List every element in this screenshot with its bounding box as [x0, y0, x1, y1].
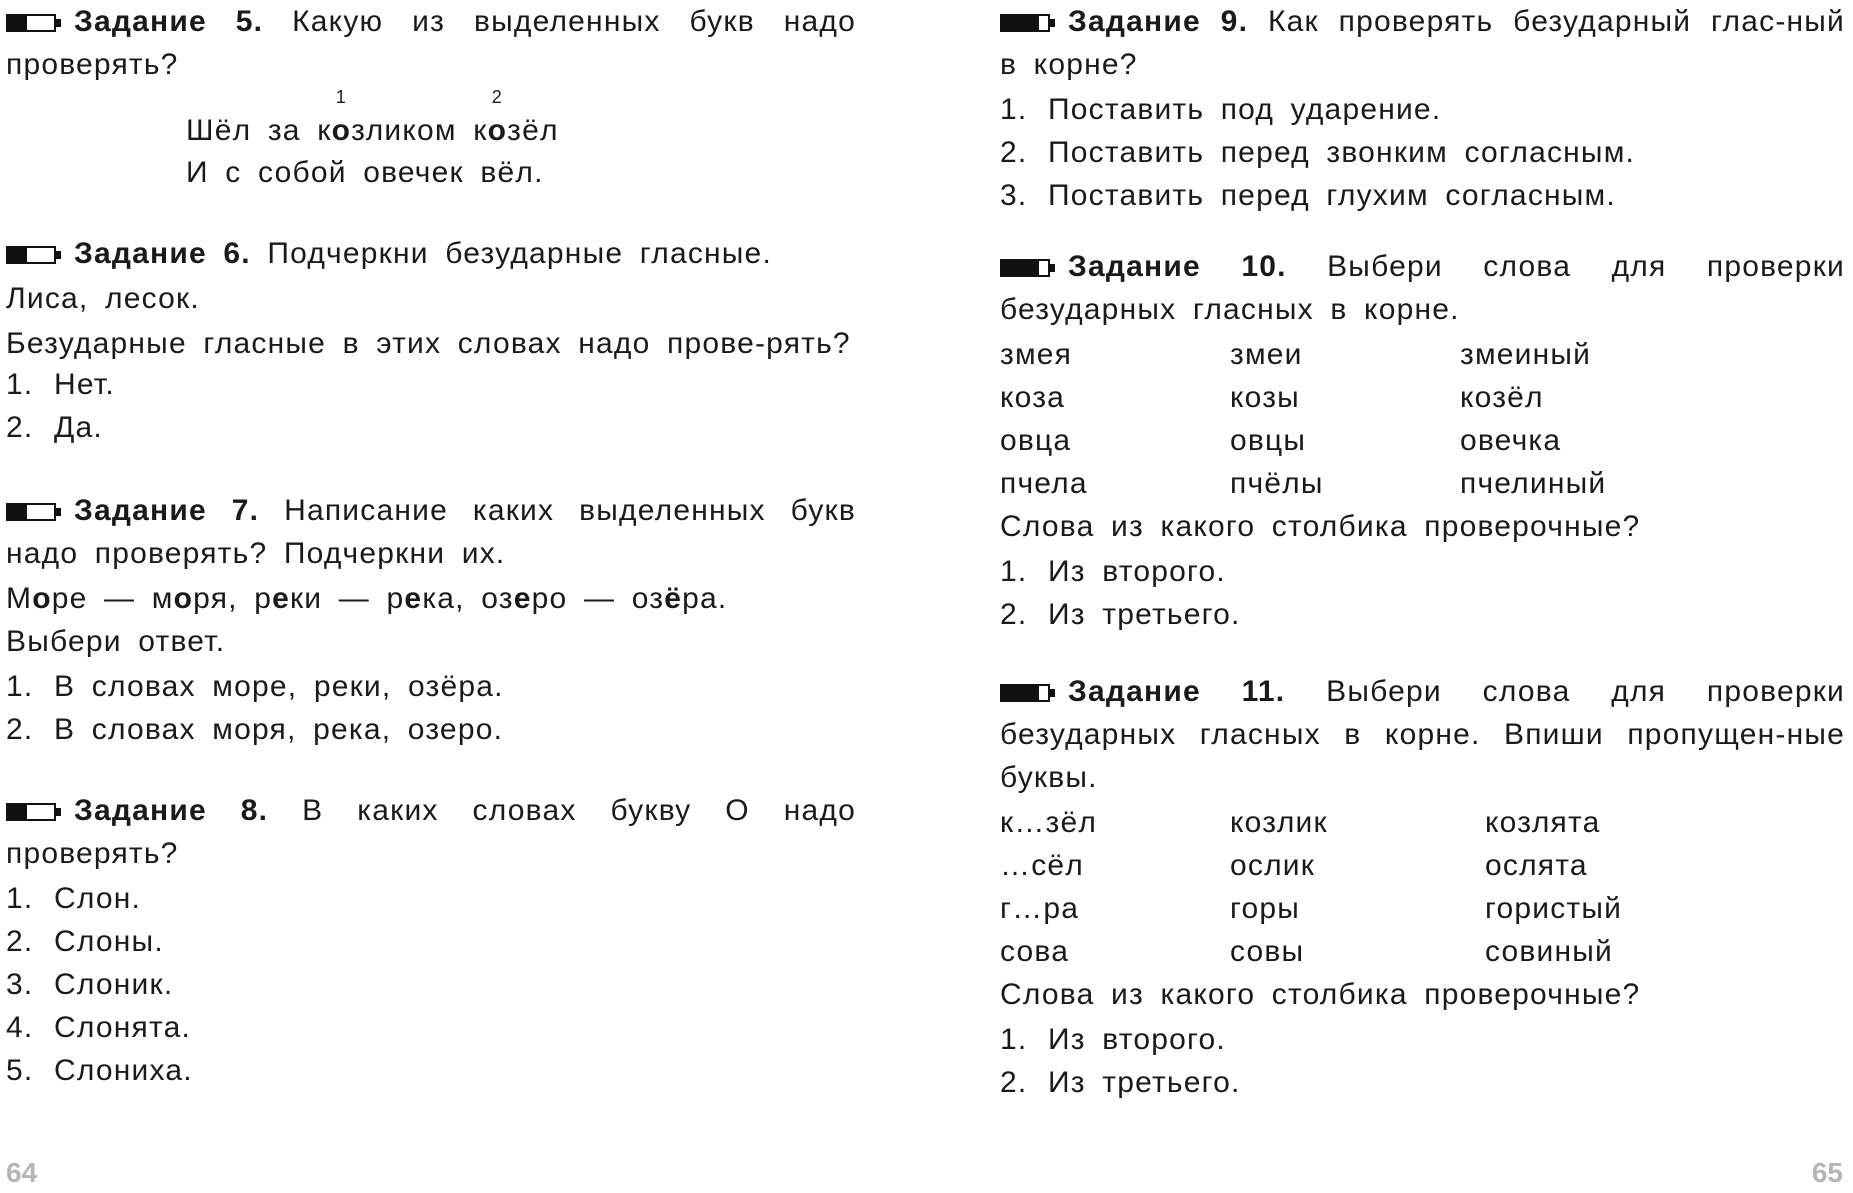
word-cell: змея	[1000, 338, 1073, 371]
task-7-text: Написание каких выделенных букв надо проверять? Подчеркни их.	[6, 494, 856, 570]
poem-word: Шёл	[186, 114, 252, 147]
word-cell: горы	[1230, 892, 1301, 925]
battery-icon	[6, 503, 62, 521]
task-9-prompt	[1000, 0, 1845, 86]
task-5-poem	[186, 87, 856, 194]
option[interactable]: 2. Поставить перед звонким согласным.	[1000, 136, 1636, 169]
task-6-title: Задание 6.	[74, 237, 251, 270]
word-cell: козёл	[1460, 381, 1544, 414]
task-10-prompt	[1000, 245, 1845, 331]
poem-word: за	[267, 114, 301, 147]
word-cell: овцы	[1230, 424, 1307, 457]
battery-icon	[1000, 259, 1056, 277]
option[interactable]: 1. Нет.	[6, 368, 115, 401]
poem-word-kozlikom: к 1 озликом	[317, 87, 457, 147]
option[interactable]: 1. Из второго.	[1000, 555, 1226, 588]
option[interactable]: 4. Слонята.	[6, 1011, 192, 1044]
task-9-options	[1000, 88, 1845, 217]
word-cell[interactable]: г…ра	[1000, 892, 1080, 925]
option[interactable]: 2. Слоны.	[6, 925, 164, 958]
task-8	[6, 789, 856, 1092]
mark-1: 1	[335, 87, 347, 107]
task-10-word-table	[1000, 333, 1845, 505]
mark-2: 2	[491, 87, 503, 107]
word-cell: козлик	[1230, 806, 1328, 839]
page-number-left: 64	[6, 1157, 38, 1188]
task-11-text: Выбери слова для проверки безударных гласных в корне. Впиши пропущен-ные буквы.	[1000, 675, 1845, 794]
option[interactable]: 2. Да.	[6, 411, 103, 444]
word-cell: овца	[1000, 424, 1072, 457]
word-cell: козлята	[1485, 806, 1601, 839]
task-5-prompt	[6, 0, 856, 86]
left-page	[6, 0, 856, 1092]
option[interactable]: 1. Из второго.	[1000, 1023, 1226, 1056]
option[interactable]: 3. Слоник.	[6, 968, 174, 1001]
word-cell: змеи	[1230, 338, 1303, 371]
task-7-options	[6, 665, 856, 751]
poem-word-kozel: к 2 озёл	[473, 87, 559, 147]
task-6-words: Лиса, лесок.	[6, 282, 200, 315]
task-9-text: Как проверять безударный глас-ный в корне?	[1000, 5, 1845, 81]
option[interactable]: 1. Поставить под ударение.	[1000, 93, 1442, 126]
option[interactable]: 2. Из третьего.	[1000, 598, 1241, 631]
task-5-text: Какую из выделенных букв надо проверять?	[6, 5, 856, 81]
word-cell: ослята	[1485, 849, 1588, 882]
battery-icon	[1000, 684, 1056, 702]
task-6-prompt	[6, 232, 856, 275]
page-number-right: 65	[1811, 1157, 1843, 1188]
task-11-question: Слова из какого столбика проверочные?	[1000, 978, 1641, 1011]
task-6	[6, 232, 856, 449]
task-6-text: Подчеркни безударные гласные.	[267, 237, 772, 270]
battery-icon	[6, 14, 62, 32]
task-10-question: Слова из какого столбика проверочные?	[1000, 510, 1641, 543]
task-8-prompt	[6, 789, 856, 875]
option[interactable]: 1. Слон.	[6, 882, 142, 915]
task-10	[1000, 245, 1845, 636]
battery-icon	[1000, 14, 1056, 32]
word-cell: пчелиный	[1460, 467, 1607, 500]
poem-line-2: И с собой овечек вёл.	[186, 156, 544, 189]
task-7-words: Море — моря, реки — река, озеро — озёра.	[6, 582, 728, 615]
task-11-options	[1000, 1018, 1845, 1104]
task-8-title: Задание 8.	[74, 794, 269, 827]
task-11-word-table	[1000, 801, 1845, 973]
word-cell: змеиный	[1460, 338, 1592, 371]
word-cell: коза	[1000, 381, 1066, 414]
option[interactable]: 3. Поставить перед глухим согласным.	[1000, 179, 1616, 212]
task-5-title: Задание 5.	[74, 5, 264, 38]
task-10-text: Выбери слова для проверки безударных гласных в корне.	[1000, 250, 1845, 326]
word-cell: пчела	[1000, 467, 1088, 500]
word-cell: сова	[1000, 935, 1070, 968]
word-cell[interactable]: к…зёл	[1000, 806, 1098, 839]
task-11	[1000, 670, 1845, 1104]
word-cell: гористый	[1485, 892, 1623, 925]
task-8-text: В каких словах букву О надо проверять?	[6, 794, 856, 870]
word-cell[interactable]: …сёл	[1000, 849, 1084, 882]
option[interactable]: 2. В словах моря, река, озеро.	[6, 713, 504, 746]
word-cell: пчёлы	[1230, 467, 1324, 500]
task-5	[6, 0, 856, 194]
task-6-question: Безударные гласные в этих словах надо прове-рять?	[6, 327, 851, 360]
word-cell: совиный	[1485, 935, 1614, 968]
task-10-options	[1000, 550, 1845, 636]
battery-icon	[6, 803, 62, 821]
task-10-title: Задание 10.	[1068, 250, 1287, 283]
word-cell: овечка	[1460, 424, 1562, 457]
word-cell: козы	[1230, 381, 1300, 414]
option[interactable]: 5. Слониха.	[6, 1054, 193, 1087]
option[interactable]: 2. Из третьего.	[1000, 1066, 1241, 1099]
poem-line-1	[186, 87, 856, 152]
task-7-prompt	[6, 489, 856, 575]
task-11-title: Задание 11.	[1068, 675, 1286, 708]
right-page	[1000, 0, 1845, 1104]
task-7-answer-prompt: Выбери ответ.	[6, 625, 226, 658]
word-cell: ослик	[1230, 849, 1316, 882]
task-11-prompt	[1000, 670, 1845, 799]
option[interactable]: 1. В словах море, реки, озёра.	[6, 670, 504, 703]
task-9	[1000, 0, 1845, 217]
task-9-title: Задание 9.	[1068, 5, 1249, 38]
word-cell: совы	[1230, 935, 1305, 968]
task-6-options	[6, 363, 856, 449]
task-7	[6, 489, 856, 751]
task-8-options	[6, 877, 856, 1092]
task-7-title: Задание 7.	[74, 494, 260, 527]
battery-icon	[6, 246, 62, 264]
